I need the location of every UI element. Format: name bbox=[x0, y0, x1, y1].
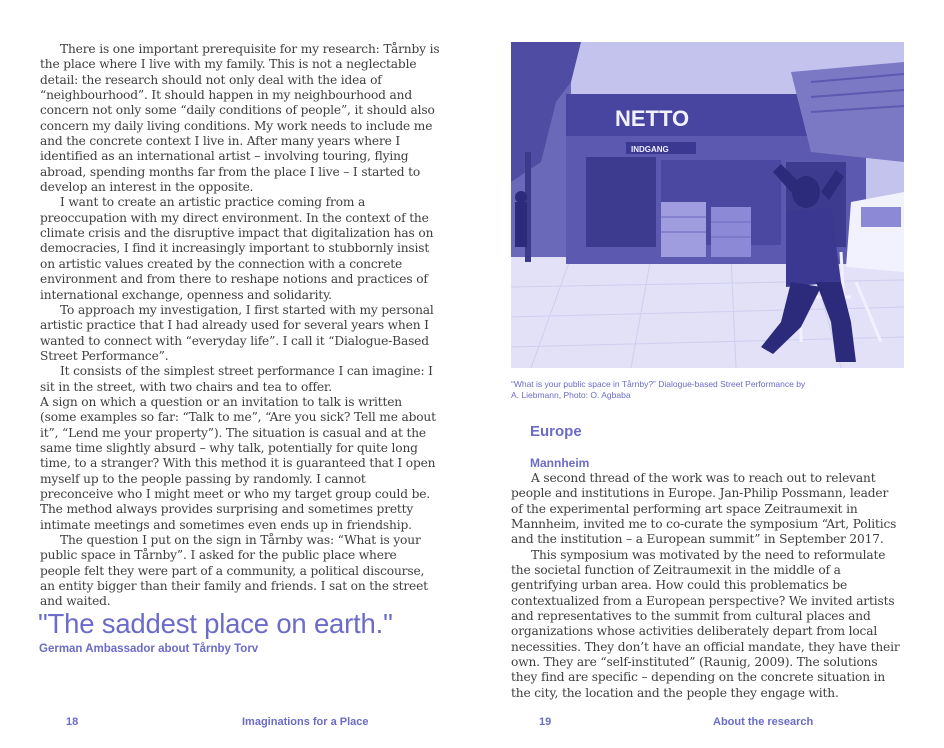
store-sign-text: NETTO bbox=[615, 106, 690, 131]
page-number: 18 bbox=[66, 716, 79, 728]
paragraph: I want to create an artistic practice coming from a preoccupation with my direct environment. In the context of the climate crisis and the disruptive impact that digitalization has on democracies, I find it increasingly important to stubbornly insist on artistic values created by the connection with a concrete environment and from there to reshape notions and practices of international exchange, openness and solidarity. bbox=[40, 195, 434, 302]
right-body-text bbox=[511, 471, 903, 701]
entrance-sign-text: INDGANG bbox=[631, 145, 669, 154]
quote-attribution: German Ambassador about Tårnby Torv bbox=[39, 643, 259, 655]
paragraph: The question I put on the sign in Tårnby was: “What is your public space in Tårnby”. I asked for the public place where people felt they were part of a community, a political discourse, an entity bigger than their family and friends. I sat on the street and waited. bbox=[40, 533, 428, 609]
photo-caption: “What is your public space in Tårnby?” Dialogue-based Street Performance by A. Liebmann, Photo: O. Agbaba bbox=[511, 379, 806, 400]
paragraph: To approach my investigation, I first started with my personal artistic practice that I had already used for several years when I wanted to connect with “everyday life”. I call it “Dialogue-Based Street Performance”. bbox=[40, 302, 434, 363]
right-page bbox=[472, 0, 944, 748]
running-title: Imaginations for a Place bbox=[242, 716, 369, 728]
street-performance-photo bbox=[511, 42, 904, 368]
paragraph: There is one important prerequisite for my research: Tårnby is the place where I live with my family. This is not a neglectable detail: the research should not only deal with the idea of “neighbourhood”. It should happen in my neighbourhood and concern not only some “daily conditions of people”, it should also concern my daily living conditions. My work needs to include me and the concrete context I live in. After many years where I identified as an international artist – involving touring, flying abroad, spending months far from the place I live – I started to develop an interest in the opposite. bbox=[40, 42, 440, 195]
pull-quote: "The saddest place on earth." bbox=[38, 608, 393, 639]
subheading: Mannheim bbox=[530, 456, 590, 470]
page-number: 19 bbox=[539, 716, 552, 728]
paragraph: This symposium was motivated by the need to reformulate the societal function of Zeitraumexit in the middle of a gentrifying urban area. How could this problematics be contextualized from a European perspective? We invited artists and representatives to the summit from cultural places and organizations whose activities deliberately depart from local necessities. They don’t have an official mandate, they have their own. They are “self-instituted” (Raunig, 2009). The solutions they find are specific – depending on the concrete situation in the city, the location and the people they engage with. bbox=[511, 547, 900, 700]
left-body-text bbox=[40, 42, 440, 610]
section-heading: Europe bbox=[530, 423, 582, 440]
paragraph: A second thread of the work was to reach out to relevant people and institutions in Europe. Jan-Philip Possmann, leader of the experimental performing art space Zeitraumexit in Mannheim, invited me to co-curate the symposium “Art, Politics and the institution – a European summit” in September 2017. bbox=[511, 471, 897, 547]
paragraph: It consists of the simplest street performance I can imagine: I sit in the street, with two chairs and tea to offer. bbox=[40, 364, 433, 394]
running-title: About the research bbox=[713, 716, 814, 728]
paragraph: A sign on which a question or an invitation to talk is written (some examples so far: “Talk to me”, “Are you sick? Tell me about it”, “Lend me your property”). The situation is casual and at the same time slightly absurd – why talk, potentially for quite long time, to a stranger? With this method it is guaranteed that I open myself up to the people passing by randomly. I cannot preconceive who I might meet or who my target group could be. The method always provides surprising and sometimes pretty intimate meetings and sometimes even ends up in friendship. bbox=[40, 394, 436, 532]
